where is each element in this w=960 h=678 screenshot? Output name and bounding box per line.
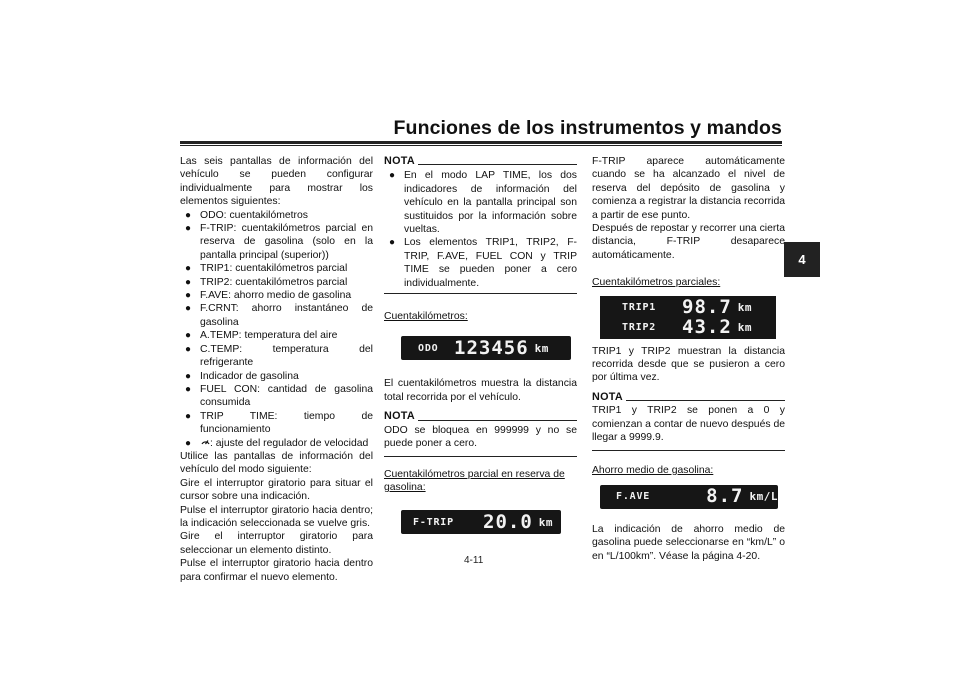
note-end-rule xyxy=(592,450,785,451)
list-item: ● F.AVE: ahorro medio de gasolina xyxy=(185,290,352,302)
list-item: ● TRIP2: cuentakilómetros parcial xyxy=(185,276,348,288)
ftrip-text: F-TRIP aparece automáticamente cuando se ha alcanzado el nivel de reserva del depósito de gasolina y comienza a registrar la distancia recorrida a partir de ese punto. xyxy=(592,156,785,221)
cruise-control-icon xyxy=(200,437,210,450)
bullet-icon: ● xyxy=(389,237,396,249)
list-item: ● C.TEMP: temperatura del refrigerante xyxy=(185,343,373,369)
trip-display xyxy=(600,296,776,339)
usage-text: Utilice las pantallas de información del vehículo del modo siguiente: xyxy=(180,450,373,476)
bullet-icon: ● xyxy=(185,263,192,275)
bullet-icon: ● xyxy=(185,223,192,235)
display-unit: km xyxy=(534,341,549,355)
list-item: ● A.TEMP: temperatura del aire xyxy=(185,330,338,342)
column-1 xyxy=(180,155,373,584)
step-text: Gire el interruptor giratorio para situar el cursor sobre una indicación. xyxy=(180,477,373,503)
trip-text: TRIP1 y TRIP2 muestran la distancia recorrida desde que se pusieron a cero por última vez. xyxy=(592,345,785,384)
fave-heading: Ahorro medio de gasolina: xyxy=(592,464,714,476)
note-text: TRIP1 y TRIP2 se ponen a 0 y comienzan a contar de nuevo después de llegar a 9999.9. xyxy=(592,405,785,444)
list-item: ● ODO: cuentakilómetros xyxy=(185,209,308,221)
fave-text: La indicación de ahorro medio de gasolina puede seleccionarse en “km/L” o en “L/100km”. Véase la página 4-20. xyxy=(592,523,785,562)
display-label: F.AVE xyxy=(616,491,651,503)
page-number: 4-11 xyxy=(464,555,484,566)
bullet-icon: ● xyxy=(185,330,192,342)
fave-display xyxy=(600,485,778,509)
step-text: Pulse el interruptor giratorio hacia dentro para confirmar el nuevo elemento. xyxy=(180,558,373,583)
display-value: 43.2 xyxy=(682,315,732,338)
display-unit: km/L xyxy=(749,490,778,504)
list-item: ● F-TRIP: cuentakilómetros parcial en reserva de gasolina (solo en la pantalla principal (superior)) xyxy=(185,223,373,261)
note-end-rule xyxy=(384,293,577,294)
bullet-icon: ● xyxy=(185,343,192,355)
ftrip-text: Después de repostar y recorrer una cierta distancia, F-TRIP desaparece automáticamente. xyxy=(592,223,785,261)
bullet-icon: ● xyxy=(185,290,192,302)
display-label: TRIP2 xyxy=(622,321,657,333)
bullet-icon: ● xyxy=(185,410,192,422)
note-text: ODO se bloquea en 999999 y no se puede poner a cero. xyxy=(384,424,577,450)
bullet-icon: ● xyxy=(185,370,192,382)
bullet-icon: ● xyxy=(185,437,192,449)
intro-text: Las seis pantallas de información del vehículo se pueden configurar individualmente para mostrar los elementos siguientes: xyxy=(180,156,373,208)
page-title: Funciones de los instrumentos y mandos xyxy=(393,117,782,139)
list-item: ● En el modo LAP TIME, los dos indicadores de información del vehículo en la pantalla principal son sustituidos por la información sobre vueltas. xyxy=(389,170,577,236)
list-item: ● FUEL CON: cantidad de gasolina consumida xyxy=(185,383,373,409)
column-2 xyxy=(384,155,577,534)
display-unit: km xyxy=(737,300,753,314)
header-rule-thin xyxy=(180,145,782,146)
ftrip-heading: Cuentakilómetros parcial en reserva de gasolina: xyxy=(384,468,565,493)
odo-text: El cuentakilómetros muestra la distancia total recorrida por el vehículo. xyxy=(384,378,577,403)
list-item: ● Indicador de gasolina xyxy=(185,370,299,382)
chapter-tab: 4 xyxy=(784,242,820,277)
step-text: Gire el interruptor giratorio para seleccionar un elemento distinto. xyxy=(180,531,373,556)
list-item: ● TRIP TIME: tiempo de funcionamiento xyxy=(185,410,373,436)
list-item: ● TRIP1: cuentakilómetros parcial xyxy=(185,263,348,275)
display-value: 98.7 xyxy=(682,295,732,318)
display-label: F-TRIP xyxy=(413,516,454,528)
display-unit: km xyxy=(538,515,554,529)
display-value: 123456 xyxy=(454,336,529,359)
note-heading: NOTA xyxy=(384,410,577,423)
note-heading: NOTA xyxy=(384,155,577,168)
odo-heading: Cuentakilómetros: xyxy=(384,311,468,323)
step-text: Pulse el interruptor giratorio hacia dentro; la indicación seleccionada se vuelve gris. xyxy=(180,504,373,529)
bullet-icon: ● xyxy=(185,303,192,315)
note-heading: NOTA xyxy=(592,391,785,404)
column-3 xyxy=(592,155,785,563)
bullet-icon: ● xyxy=(389,170,396,182)
header-rule xyxy=(180,141,782,144)
trip-heading: Cuentakilómetros parciales: xyxy=(592,277,721,289)
bullet-icon: ● xyxy=(185,209,192,221)
ftrip-display xyxy=(401,510,561,534)
trip1-row xyxy=(622,295,776,318)
display-value: 20.0 xyxy=(483,510,533,533)
list-item: ● F.CRNT: ahorro instantáneo de gasolina xyxy=(185,303,373,328)
bullet-icon: ● xyxy=(185,383,192,395)
display-label: ODO xyxy=(418,342,439,354)
list-item: ● : ajuste del regulador de velocidad xyxy=(185,437,369,449)
display-items-list xyxy=(180,209,373,450)
list-item: ● Los elementos TRIP1, TRIP2, F-TRIP, F.AVE, FUEL CON y TRIP TIME se pueden poner a cero individualmente. xyxy=(389,237,577,289)
display-value: 8.7 xyxy=(706,485,744,508)
bullet-icon: ● xyxy=(185,276,192,288)
display-unit: km xyxy=(737,320,753,334)
note-list xyxy=(384,169,577,290)
display-label: TRIP1 xyxy=(622,301,657,313)
note-end-rule xyxy=(384,456,577,457)
odo-display xyxy=(401,336,571,360)
trip2-row xyxy=(622,315,776,338)
